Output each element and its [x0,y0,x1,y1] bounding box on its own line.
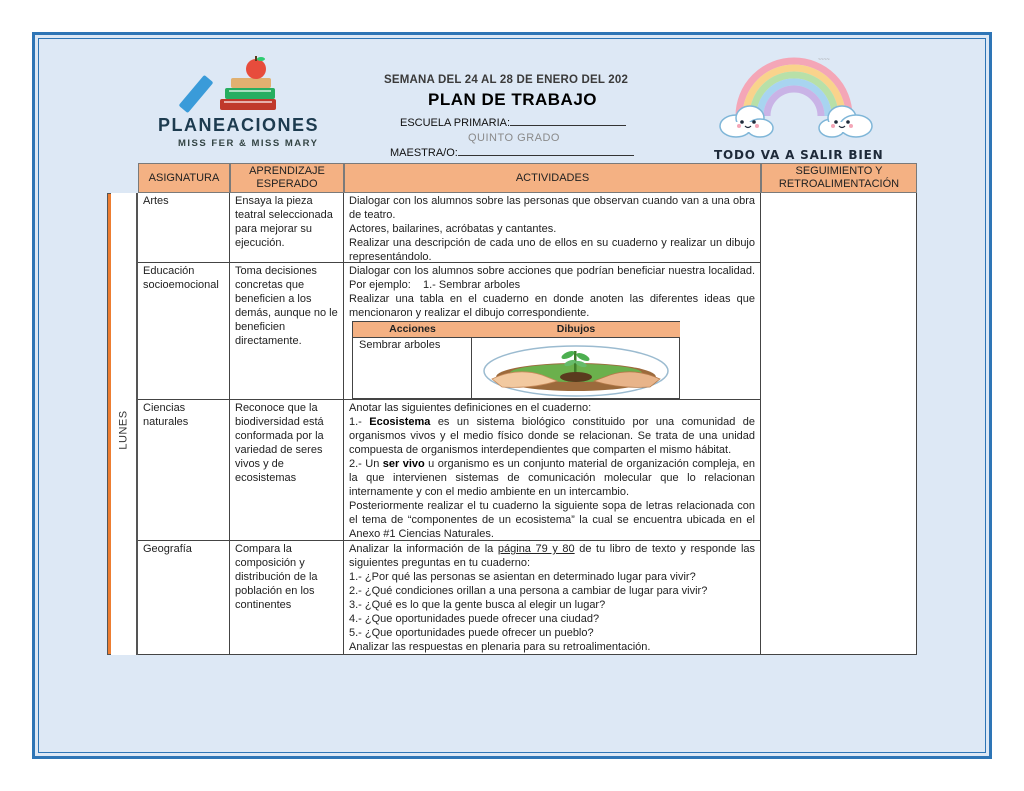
rainbow-clouds-icon [714,56,874,156]
term-ecosystem: Ecosistema [369,416,431,428]
activities-cell [344,400,761,540]
activity-intro: Anotar las siguientes definiciones en el cuaderno: [349,402,592,414]
col-header-feedback: SEGUIMIENTO Y RETROALIMENTACIÓN [761,163,917,193]
question-item: 3.- ¿Qué es lo que la gente busca al elegir un lugar? [349,599,606,611]
col-header-activities: ACTIVIDADES [344,163,761,193]
motivational-text: TODO VA A SALIR BIEN [714,148,884,162]
activity-line: Dialogar con los alumnos sobre las personas que observan cuando van a una obra de teatro. [349,195,755,221]
subject-cell: Geografía [138,541,230,654]
activity-closing: Analizar las respuestas en plenaria para su retroalimentación. [349,641,651,653]
table-row [138,541,761,655]
table-row [138,400,761,541]
action-cell: Sembrar arboles [353,337,472,399]
week-title: SEMANA DEL 24 AL 28 DE ENERO DEL 202 [384,74,629,86]
col-header-subject: ASIGNATURA [138,163,230,193]
learning-cell: Reconoce que la biodiversidad está conformada por la variedad de seres vivos y de ecosistemas [230,400,344,540]
logo-title: PLANEACIONES [158,115,320,135]
activities-cell [344,193,761,262]
definition-living-being: 2.- Un ser vivo u organismo es un conjunto material de organización compleja, en la que intervienen sistemas de comunicación molecular que lo relacionan internamente y con el medio ambiente en un intercambio. [349,458,755,498]
subject-cell: Artes [138,193,230,262]
learning-cell: Compara la composición y distribución de la población en los continentes [230,541,344,654]
definition-ecosystem: 1.- Ecosistema es un sistema biológico constituido por una comunidad de organismos vivos y el medio físico donde se relacionan. Se trata de una unidad compuesta de organismos interdependientes que comparten el mismo hábitat. [349,416,756,456]
question-item: 5.- ¿Que oportunidades puede ofrecer un pueblo? [349,627,594,639]
col-header-learning: APRENDIZAJE ESPERADO [230,163,344,193]
activity-line: Dialogar con los alumnos sobre acciones que podrían beneficiar nuestra localidad. Por ejemplo: 1.- Sembrar arboles [349,265,759,291]
table-row [138,193,761,263]
learning-cell: Ensaya la pieza teatral seleccionada para mejorar su ejecución. [230,193,344,262]
day-label: LUNES [118,410,130,450]
teacher-label: MAESTRA/O: [390,147,458,159]
activity-intro: Analizar la información de la página 79 y 80 de tu libro de texto y responde las siguientes preguntas en tu cuaderno: [349,543,756,569]
question-item: 4.- ¿Que oportunidades puede ofrecer una ciudad? [349,613,600,625]
activity-line: Realizar una tabla en el cuaderno en donde anoten las diferentes ideas que mencionaron y realizar el dibujo correspondiente. [349,293,755,319]
activity-line: Realizar una descripción de cada uno de ellos en su cuaderno y realizar un dibujo representándolo. [349,237,755,263]
question-item: 1.- ¿Por qué las personas se asientan en determinado lugar para vivir? [349,571,696,583]
subject-cell: Educación socioemocional [138,263,230,399]
feedback-column [761,193,917,655]
learning-cell: Toma decisiones concretas que beneficien a los demás, aunque no le beneficien directamente. [230,263,344,399]
activities-cell [344,541,761,654]
activity-closing: Posteriormente realizar el tu cuaderno la siguiente sopa de letras relacionada con el tema de “componentes de un ecosistema” la cual se encuentra ubicada en el Anexo #1 Ciencias Naturales. [349,500,755,540]
school-label: ESCUELA PRIMARIA: [400,117,511,129]
subject-cell: Ciencias naturales [138,400,230,540]
teacher-field [390,146,634,159]
logo-subtitle: MISS FER & MISS MARY [178,138,319,149]
grade-label: QUINTO GRADO [468,132,560,144]
signature-mark: ~~~~ [818,57,830,63]
planting-hands-image [472,337,680,399]
activity-line: Actores, bailarines, acróbatas y cantantes. [349,223,557,235]
actions-header: Acciones [353,322,473,337]
term-living-being: ser vivo [382,458,425,470]
textbook-pages-link: página 79 y 80 [497,543,575,555]
question-item: 2.- ¿Qué condiciones orillan a una persona a cambiar de lugar para vivir? [349,585,708,597]
drawings-header: Dibujos [472,322,680,337]
actions-table [352,321,680,399]
plan-title: PLAN DE TRABAJO [428,90,598,109]
school-field [400,116,626,129]
